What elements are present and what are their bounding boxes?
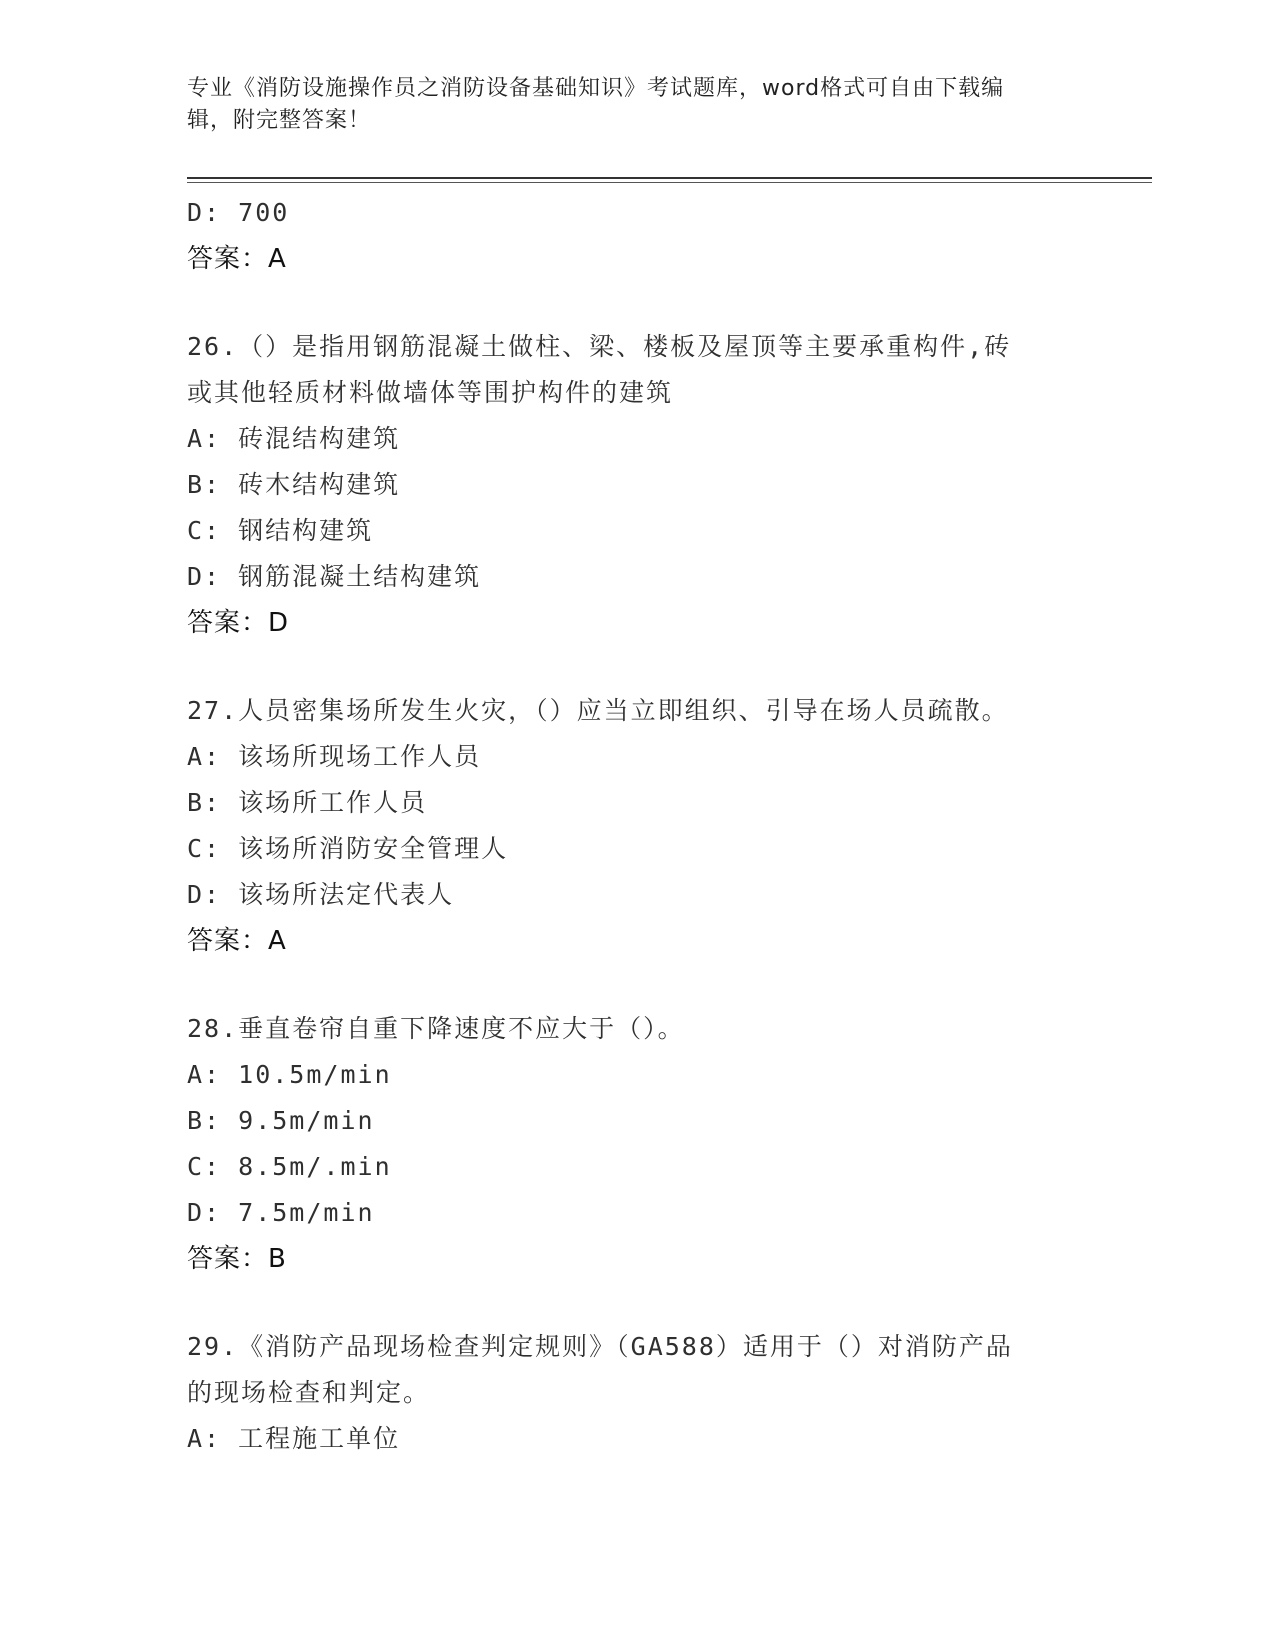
option-b: B: 砖木结构建筑 <box>187 470 401 499</box>
option-a: A: 工程施工单位 <box>187 1424 401 1453</box>
question-stem: 29.《消防产品现场检查判定规则》（GA588）适用于（）对消防产品 <box>187 1332 1013 1361</box>
answer-line: 答案：B <box>187 1244 287 1274</box>
answer-line: 答案：D <box>187 608 290 638</box>
question-stem: 或其他轻质材料做墙体等围护构件的建筑 <box>187 378 674 407</box>
header-divider-thick <box>187 177 1152 179</box>
answer-line: 答案：A <box>187 244 287 274</box>
question-stem: 28.垂直卷帘自重下降速度不应大于（）。 <box>187 1014 685 1043</box>
question-28 <box>187 1006 1077 1282</box>
option-a: A: 该场所现场工作人员 <box>187 742 482 771</box>
option-d: D: 700 <box>187 198 290 227</box>
option-a: A: 砖混结构建筑 <box>187 424 401 453</box>
question-29 <box>187 1324 1077 1462</box>
question-27 <box>187 688 1077 964</box>
question-list <box>187 190 1077 1462</box>
answer-line: 答案：A <box>187 926 287 956</box>
question-26 <box>187 324 1077 646</box>
previous-question-tail <box>187 190 1077 282</box>
document-header <box>187 73 1067 137</box>
option-d: D: 7.5m/min <box>187 1198 375 1227</box>
header-line-2: 辑，附完整答案！ <box>187 108 372 133</box>
option-c: C: 钢结构建筑 <box>187 516 374 545</box>
header-line-1: 专业《消防设施操作员之消防设备基础知识》考试题库，word格式可自由下载编 <box>187 76 1005 101</box>
option-b: B: 该场所工作人员 <box>187 788 428 817</box>
option-c: C: 8.5m/.min <box>187 1152 392 1181</box>
question-stem: 27.人员密集场所发生火灾，（）应当立即组织、引导在场人员疏散。 <box>187 696 1009 725</box>
question-stem: 的现场检查和判定。 <box>187 1378 431 1407</box>
header-divider-thin <box>187 182 1152 183</box>
option-a: A: 10.5m/min <box>187 1060 392 1089</box>
option-d: D: 钢筋混凝土结构建筑 <box>187 562 482 591</box>
question-stem: 26.（）是指用钢筋混凝土做柱、梁、楼板及屋顶等主要承重构件,砖 <box>187 332 1012 361</box>
option-b: B: 9.5m/min <box>187 1106 375 1135</box>
option-d: D: 该场所法定代表人 <box>187 880 455 909</box>
option-c: C: 该场所消防安全管理人 <box>187 834 509 863</box>
